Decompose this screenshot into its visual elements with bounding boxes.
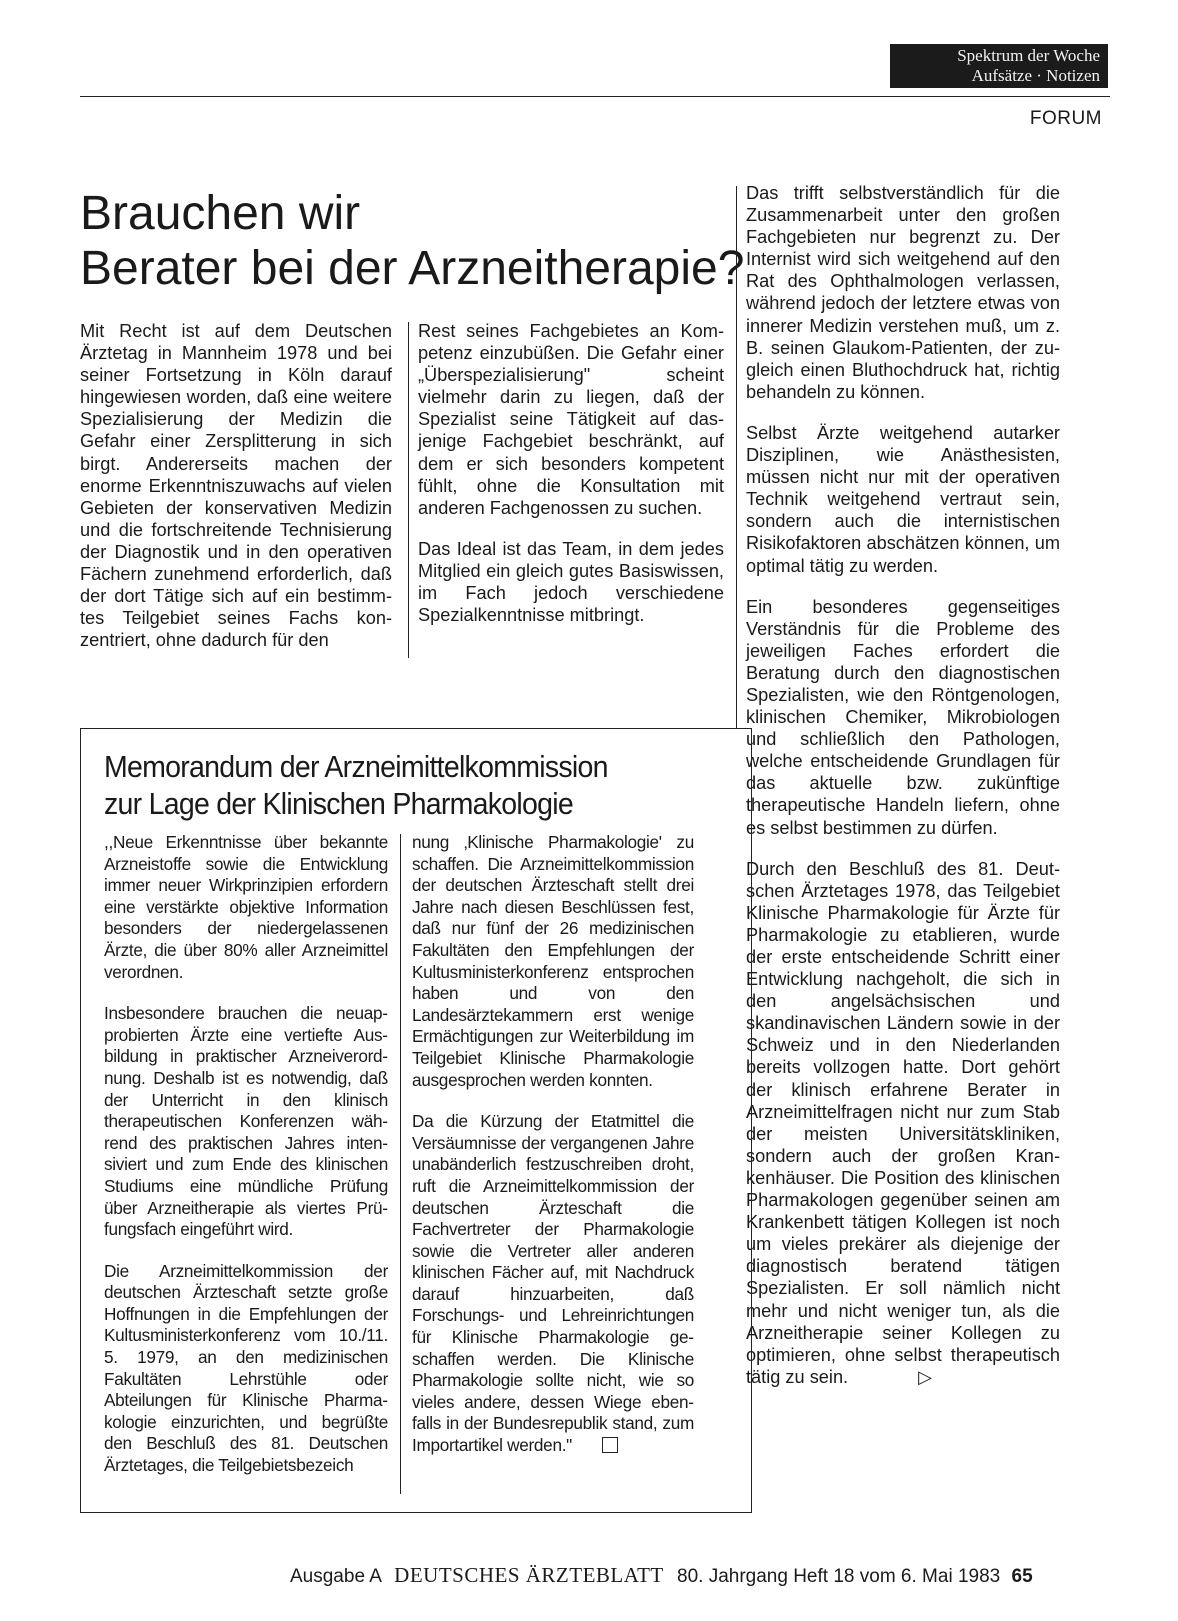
memorandum-column-2 [412,832,694,1457]
article-column-2 [418,320,724,626]
page-number: 65 [1011,1566,1033,1587]
paragraph: Das Ideal ist das Team, in dem jedes Mitglied ein gleich gutes Basiswissen, im Fach jedoch verschiedene Spezialkenntnisse mitbringt. [418,538,724,626]
article-title [80,186,760,296]
page-footer [290,1563,1110,1589]
paragraph [412,1111,694,1457]
paragraph: Ein besonderes gegenseitiges Verständnis für die Probleme des jeweiligen Faches erfordert die Beratung durch den diagnostischen Spezialisten, wie den Röntgenologen, klinischen Chemiker, Mikrobiologen und schließlich den Pathologen, welche entscheidende Grundlagen für das aktuelle bzw. zukünftige therapeutische Handeln liefern, ohne es selbst bestimmen zu dürfen. [746,596,1060,838]
paragraph: Insbesondere brauchen die neuapprobierten Ärzte eine vertiefte Ausbildung in praktischer Arzneiverordnung. Deshalb ist es notwendig, daß der Unterricht in den klinisch therapeutischen Konferenzen während des praktischen Jahres intensiviert und zum Ende des klinischen Studiums eine mündliche Prüfung über Arzneitherapie als viertes Prüfungsfach eingeführt wird. [104,1003,388,1240]
footer-edition: Ausgabe A [290,1566,381,1587]
continue-arrow-icon: ▷ [918,1366,932,1387]
paragraph-text: Durch den Beschluß des 81. Deutschen Ärztetages 1978, das Teilgebiet Klinische Pharmakologie für Ärzte für Pharmakologie zu etablieren, wurde der erste entscheidende Schritt einer Entwicklung nachgeholt, die sich in den angelsächsischen und skandinavischen Ländern sowie in der Schweiz und in den Niederlanden bereits vollzogen hatte. Dort gehört der klinisch erfahrene Berater in Arzneimittelfragen nicht nur zum Stab der meisten Universitätskliniken, sondern auch der großen Krankenhäuser. Die Position des klinischen Pharmakologen gegenüber seinen am Krankenbett tätigen Kollegen ist noch um vieles prekärer als diejenige der diagnostisch beratend tätigen Spezialisten. Er soll nämlich nicht mehr und nicht weniger tun, als die Arzneitherapie seiner Kollegen zu optimieren, ohne selbst therapeutisch tätig zu sein. [746,858,1060,1387]
paragraph: Das trifft selbstverständlich für die Zusammenarbeit unter den großen Fachgebieten nur begrenzt zu. Der Internist wird sich weitgehend auf den Rat des Ophthalmologen verlassen, während jedoch der letztere etwas von innerer Medizin verstehen muß, um z. B. seinen Glaukom-Patienten, der zugleich einen Bluthochdruck hat, richtig behandeln zu können. [746,183,1060,402]
paragraph-text: Da die Kürzung der Etatmittel die Versäumnisse der vergangenen Jahre unabänderlich festzuschreiben droht, ruft die Arzneimittelkommission der deutschen Ärzteschaft die Fachvertreter der Pharmakologie sowie die Vertreter aller anderen klinischen Fächer auf, mit Nachdruck darauf hinzuarbeiten, daß Forschungs- und Lehreinrichtungen für Klinische Pharmakologie geschaffen werden. Die Klinische Pharmakologie sollte nicht, wie so vieles andere, dessen Wiege ebenfalls in der Bundesrepublik stand, zum Importartikel werden." [412,1111,694,1456]
paragraph: Selbst Ärzte weitgehend autarker Disziplinen, wie Anästhesisten, müssen nicht nur mit der operativen Technik weitgehend vertraut sein, sondern auch die internistischen Risikofaktoren abschätzen können, um optimal tätig zu werden. [746,422,1060,576]
badge-line-1: Spektrum der Woche [957,46,1100,65]
memorandum-column-1 [104,832,388,1477]
article-title-line-2: Berater bei der Arzneitherapie? [80,242,745,295]
section-label: FORUM [1029,108,1102,129]
column-rule-1 [408,322,409,658]
column-rule-2 [736,186,737,728]
section-badge [890,44,1108,88]
paragraph: Die Arzneimittelkommission der deutschen Ärzteschaft setzte große Hoffnungen in die Empfehlungen der Kultusministerkonferenz vom 10./11. 5. 1979, an den medizinischen Fakultäten Lehrstühle oder Abteilungen für Klinische Pharmakologie einzurichten, und begrüßte den Beschluß des 81. Deutschen Ärztetages, die Teilgebietsbezeich [104,1260,388,1476]
memorandum-title-line-2: zur Lage der Klinischen Pharmakologie [104,786,573,821]
badge-line-2: Aufsätze · Notizen [971,66,1100,85]
article-column-1 [80,320,392,651]
memorandum-title-line-1: Memorandum der Arzneimittelkommission [104,749,608,784]
article-title-line-1: Brauchen wir [80,187,361,240]
memorandum-column-rule [400,834,401,1494]
footer-issue: 80. Jahrgang Heft 18 vom 6. Mai 1983 [677,1566,1001,1587]
header-rule [80,96,1110,97]
paragraph [746,858,1060,1388]
memorandum-bottom-rule [80,1512,752,1513]
footer-journal: DEUTSCHES ÄRZTEBLATT [394,1563,664,1587]
article-column-3 [746,182,1060,1388]
end-mark-icon [602,1437,618,1453]
paragraph: Mit Recht ist auf dem Deutschen Ärztetag in Mannheim 1978 und bei seiner Fortsetzung in Köln darauf hingewiesen worden, daß eine weitere Spezialisierung der Medizin die Gefahr einer Zersplitterung in sich birgt. Andererseits machen der enorme Erkenntniszuwachs auf vielen Gebieten der konservativen Medizin und die fortschreitende Technisierung der Diagnostik und in den operativen Fächern zunehmend erforderlich, daß der dort Tätige sich auf ein bestimmtes Teilgebiet seines Fachs konzentriert, ohne dadurch für den [80,321,392,651]
paragraph: Rest seines Fachgebietes an Kompetenz einzubüßen. Die Gefahr einer „Überspezialisierung" scheint vielmehr darin zu liegen, daß der Spezialist seine Tätigkeit auf dasjenige Fachgebiet beschränkt, auf dem er sich besonders kompetent fühlt, ohne die Konsultation mit anderen Fachgenossen zu suchen. [418,321,724,518]
paragraph: ,,Neue Erkenntnisse über bekannte Arzneistoffe sowie die Entwicklung immer neuer Wirkprinzipien erfordern eine verstärkte objektive Information besonders der niedergelassenen Ärzte, die über 80% aller Arzneimittel verordnen. [104,832,388,982]
memorandum-title [104,748,693,822]
paragraph: nung ‚Klinische Pharmakologie' zu schaffen. Die Arzneimittelkommission der deutschen Ärzteschaft stellt drei Jahre nach diesen Beschlüssen fest, daß nur fünf der 26 medizinischen Fakultäten den Empfehlungen der Kultusministerkonferenz entsprochen haben und von den Landesärztekammern erst wenige Ermächtigungen zur Weiterbildung im Teilgebiet Klinische Pharmakologie ausgesprochen werden konnten. [412,832,694,1090]
